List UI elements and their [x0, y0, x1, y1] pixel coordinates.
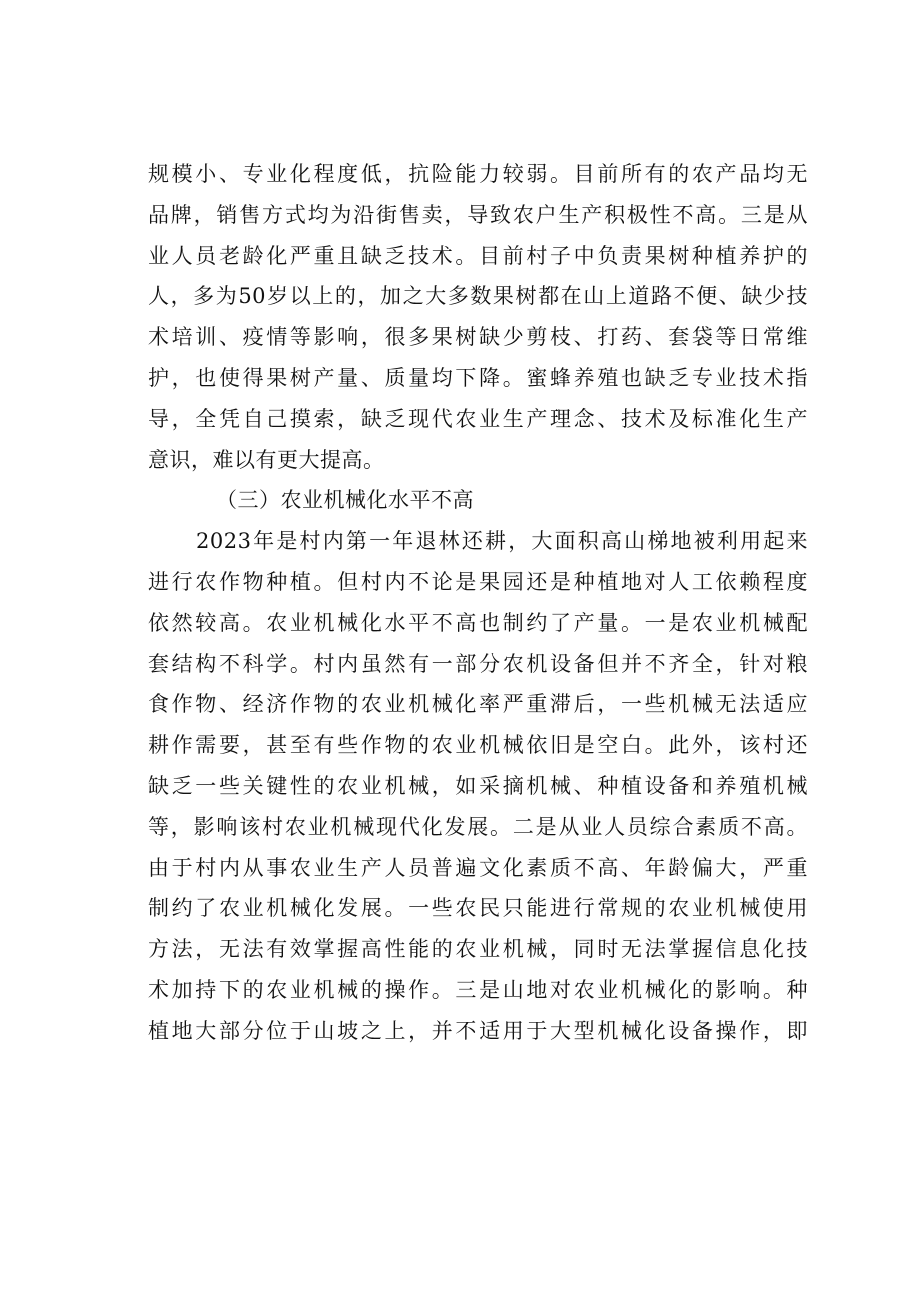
paragraph-line: 耕作需要，甚至有些作物的农业机械依旧是空白。此外，该村还	[148, 733, 808, 758]
paragraph-line: 方法，无法有效掌握高性能的农业机械，同时无法掌握信息化技	[148, 937, 808, 962]
paragraph-line: 进行农作物种植。但村内不论是果园还是种植地对人工依赖程度	[148, 569, 808, 594]
paragraph-line: 由于村内从事农业生产人员普遍文化素质不高、年龄偏大，严重	[148, 855, 808, 880]
paragraph-line: 人，多为50岁以上的，加之大多数果树都在山上道路不便、缺少技	[148, 284, 808, 309]
paragraph-line: 术培训、疫情等影响，很多果树缺少剪枝、打药、套袋等日常维	[148, 325, 808, 350]
paragraph-2	[148, 521, 808, 1051]
paragraph-line: 品牌，销售方式均为沿街售卖，导致农户生产积极性不高。三是从	[148, 202, 808, 227]
paragraph-line: 业人员老龄化严重且缺乏技术。目前村子中负责果树种植养护的	[148, 243, 808, 268]
paragraph-line: 等，影响该村农业机械现代化发展。二是从业人员综合素质不高。	[148, 814, 808, 839]
paragraph-line: 意识，难以有更大提高。	[148, 447, 385, 472]
paragraph-line: 依然较高。农业机械化水平不高也制约了产量。一是农业机械配	[148, 610, 808, 635]
paragraph-line: 术加持下的农业机械的操作。三是山地对农业机械化的影响。种	[148, 977, 808, 1002]
paragraph-line: 护，也使得果树产量、质量均下降。蜜蜂养殖也缺乏专业技术指	[148, 365, 808, 390]
section-heading: （三）农业机械化水平不高	[216, 488, 474, 513]
paragraph-line: 制约了农业机械化发展。一些农民只能进行常规的农业机械使用	[148, 896, 808, 921]
paragraph-line: 导，全凭自己摸索，缺乏现代农业生产理念、技术及标准化生产	[148, 406, 808, 431]
paragraph-line: 缺乏一些关键性的农业机械，如采摘机械、种植设备和养殖机械	[148, 773, 808, 798]
paragraph-line: 套结构不科学。村内虽然有一部分农机设备但并不齐全，针对粮	[148, 651, 808, 676]
paragraph-line: 食作物、经济作物的农业机械化率严重滞后，一些机械无法适应	[148, 692, 808, 717]
paragraph-line: 规模小、专业化程度低，抗险能力较弱。目前所有的农产品均无	[148, 162, 808, 186]
paragraph-line: 2023年是村内第一年退林还耕，大面积高山梯地被利用起来	[196, 529, 808, 554]
paragraph-1	[148, 154, 808, 480]
document-body	[148, 154, 808, 1052]
paragraph-line: 植地大部分位于山坡之上，并不适用于大型机械化设备操作，即	[148, 1018, 808, 1043]
